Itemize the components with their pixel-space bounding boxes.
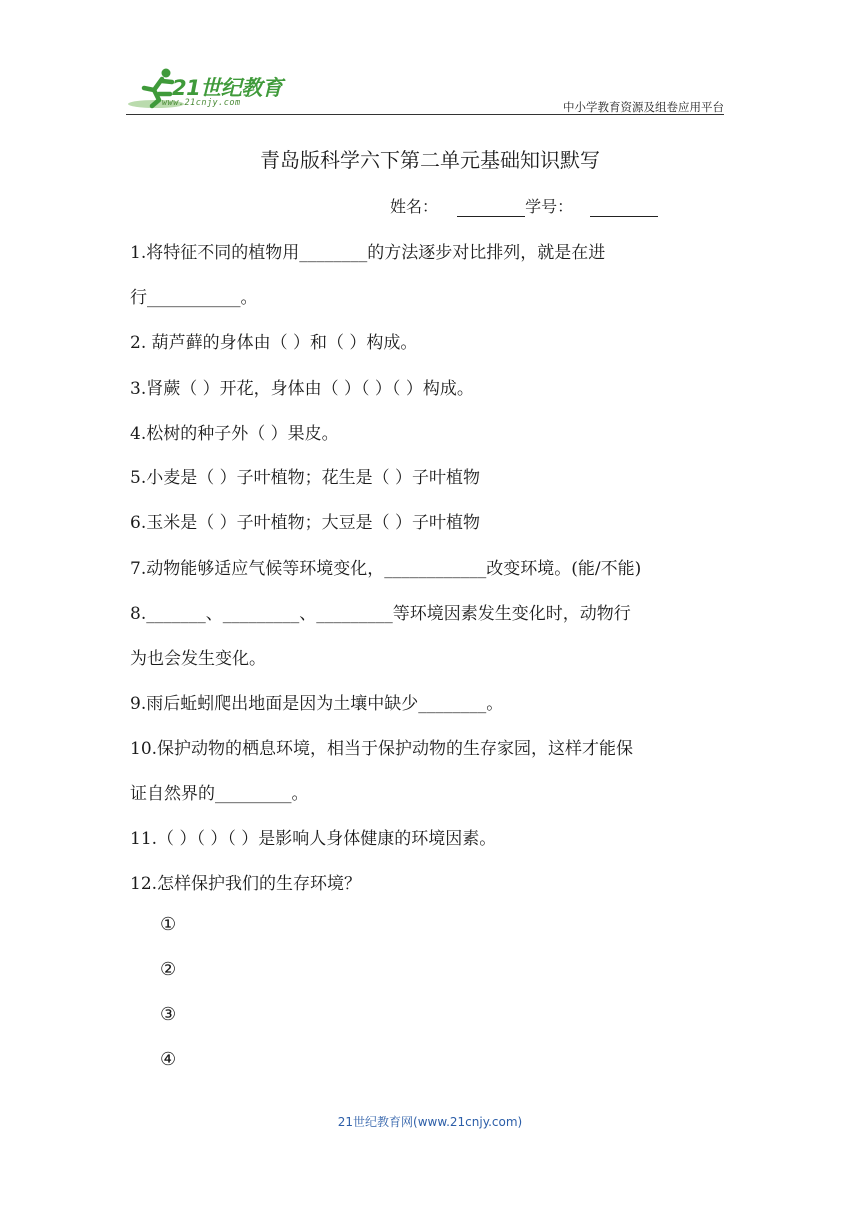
name-blank[interactable] — [457, 198, 525, 217]
question-1-line-1: 1.将特征不同的植物用________的方法逐步对比排列，就是在进 — [130, 243, 606, 263]
question-7: 7.动物能够适应气候等环境变化，____________改变环境。(能/不能) — [130, 559, 642, 579]
page-title: 青岛版科学六下第二单元基础知识默写 — [260, 148, 600, 172]
header-divider — [126, 114, 724, 115]
question-3: 3.肾蕨（ ）开花，身体由（ ）（ ）（ ）构成。 — [130, 379, 474, 399]
student-id-label: 学号： — [525, 197, 574, 216]
answer-marker-3: ③ — [160, 1004, 177, 1025]
question-1-line-2: 行___________。 — [130, 288, 258, 308]
answer-marker-2: ② — [160, 959, 177, 980]
question-8-line-1: 8._______、_________、_________等环境因素发生变化时，动物行 — [130, 604, 631, 624]
question-4: 4.松树的种子外（ ）果皮。 — [130, 424, 339, 444]
question-10-line-2: 证自然界的_________。 — [130, 784, 309, 804]
platform-slogan: 中小学教育资源及组卷应用平台 — [563, 100, 724, 114]
answer-marker-1: ① — [160, 914, 177, 935]
logo-text: 21世纪教育 — [172, 76, 283, 100]
footer-link[interactable]: 21世纪教育网(www.21cnjy.com) — [337, 1115, 523, 1129]
question-8-line-2: 为也会发生变化。 — [130, 649, 266, 669]
page-header — [126, 64, 724, 114]
question-9: 9.雨后蚯蚓爬出地面是因为土壤中缺少________。 — [130, 694, 504, 714]
question-5: 5.小麦是（ ）子叶植物；花生是（ ）子叶植物 — [130, 468, 481, 488]
question-11: 11.（ ）（ ）（ ）是影响人身体健康的环境因素。 — [130, 829, 497, 849]
answer-marker-4: ④ — [160, 1049, 177, 1070]
page-footer — [0, 1113, 860, 1130]
question-10-line-1: 10.保护动物的栖息环境，相当于保护动物的生存家园，这样才能保 — [130, 739, 634, 759]
student-info-row — [390, 194, 658, 217]
student-id-blank[interactable] — [590, 198, 658, 217]
question-12: 12.怎样保护我们的生存环境？ — [130, 874, 362, 894]
name-label: 姓名： — [390, 197, 439, 216]
logo-url: www.21cnjy.com — [162, 98, 241, 108]
question-6: 6.玉米是（ ）子叶植物；大豆是（ ）子叶植物 — [130, 513, 481, 533]
logo — [126, 64, 296, 114]
question-2: 2. 葫芦藓的身体由（ ）和（ ）构成。 — [130, 333, 418, 353]
